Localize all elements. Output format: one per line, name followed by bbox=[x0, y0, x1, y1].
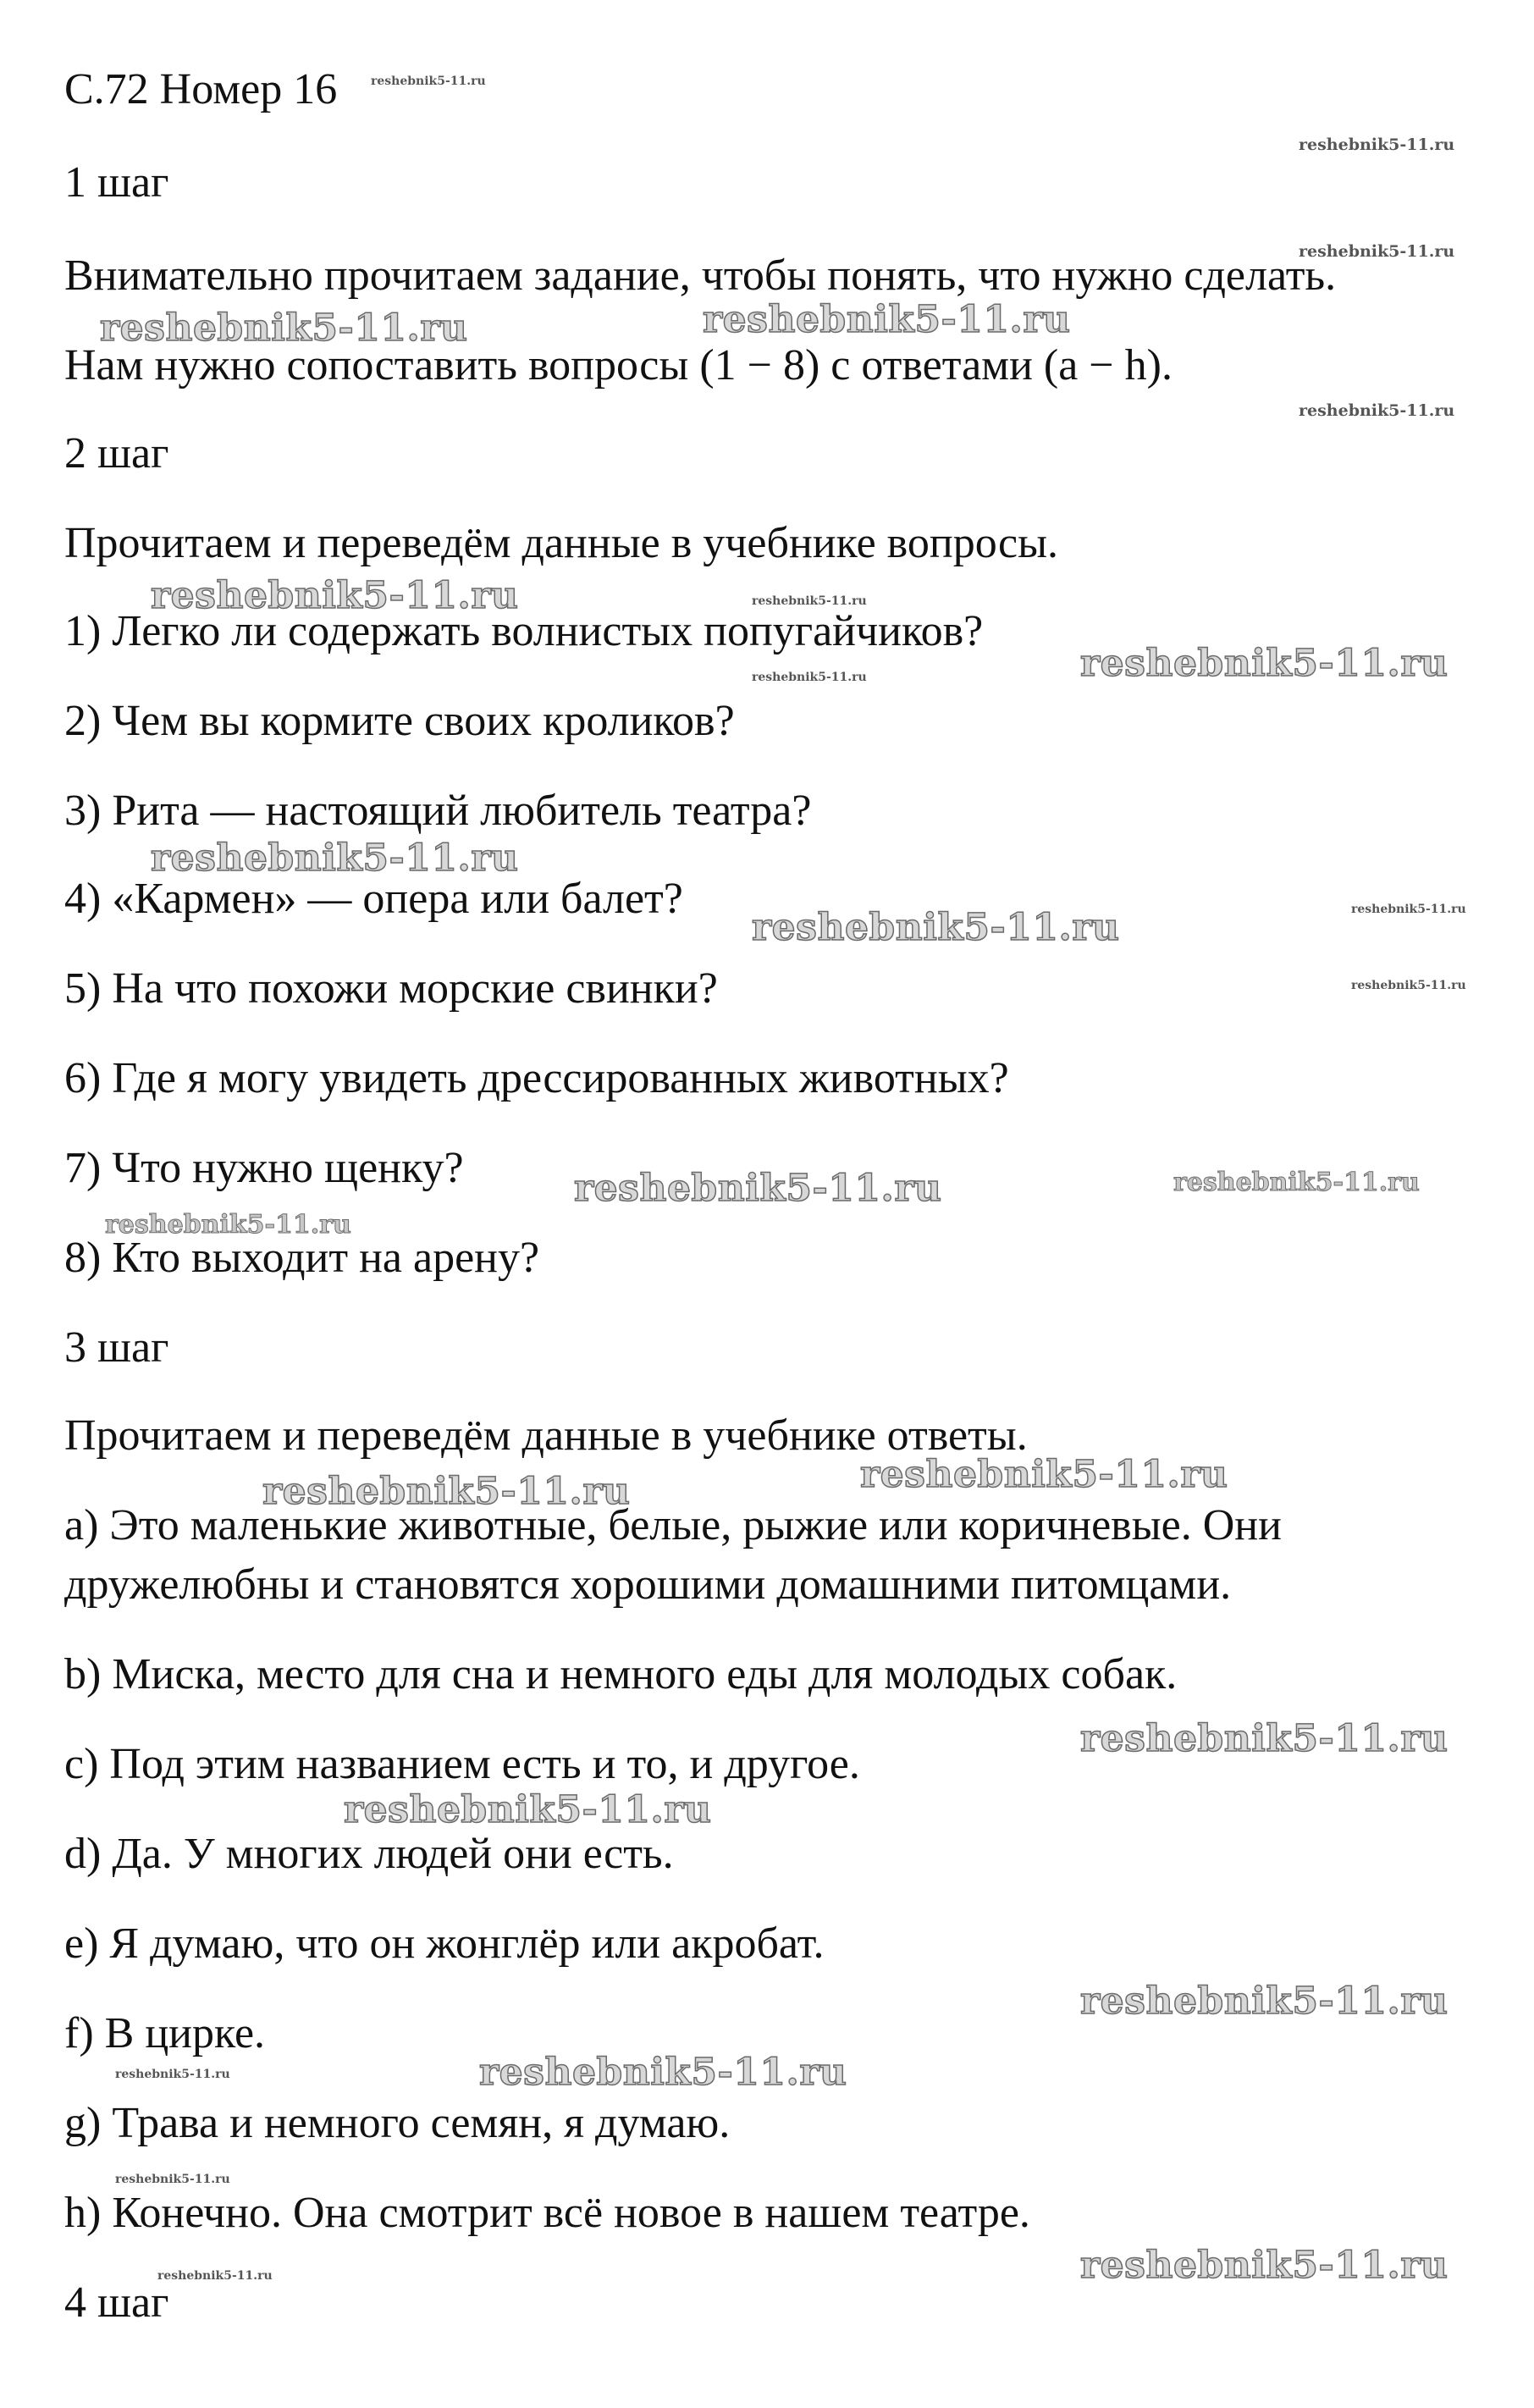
answer-b: b) Миска, место для сна и немного еды для молодых собак. bbox=[64, 1650, 1178, 1698]
watermark: reshebnik5-11.ru bbox=[151, 837, 519, 880]
question-2: 2) Чем вы кормите своих кроликов? bbox=[64, 697, 735, 745]
question-8: 8) Кто выходит на арену? bbox=[64, 1234, 540, 1282]
watermark: reshebnik5-11.ru bbox=[262, 1470, 631, 1513]
watermark: reshebnik5-11.ru bbox=[157, 2269, 273, 2283]
question-3: 3) Рита — настоящий любитель театра? bbox=[64, 787, 812, 835]
watermark: reshebnik5-11.ru bbox=[1299, 401, 1455, 420]
watermark: reshebnik5-11.ru bbox=[115, 2173, 230, 2186]
question-7: 7) Что нужно щенку? bbox=[64, 1144, 464, 1192]
step-2-title: 2 шаг bbox=[64, 429, 169, 478]
watermark: reshebnik5-11.ru bbox=[371, 75, 486, 88]
question-1: 1) Легко ли содержать волнистых попугайчиков? bbox=[64, 607, 984, 655]
watermark: reshebnik5-11.ru bbox=[105, 1210, 351, 1240]
watermark: reshebnik5-11.ru bbox=[752, 594, 867, 608]
answer-e: e) Я думаю, что он жонглёр или акробат. bbox=[64, 1919, 825, 1968]
step-1-text-line-2: Нам нужно сопоставить вопросы (1 − 8) с ответами (a − h). bbox=[64, 341, 1173, 389]
question-5: 5) На что похожи морские свинки? bbox=[64, 964, 718, 1013]
watermark: reshebnik5-11.ru bbox=[151, 574, 519, 617]
answer-d: d) Да. У многих людей они есть. bbox=[64, 1830, 674, 1878]
question-4: 4) «Кармен» — опера или балет? bbox=[64, 875, 683, 923]
answer-c: c) Под этим названием есть и то, и другое. bbox=[64, 1740, 860, 1788]
answer-g: g) Трава и немного семян, я думаю. bbox=[64, 2099, 731, 2147]
page-header: С.72 Номер 16 bbox=[64, 65, 338, 113]
answer-f: f) В цирке. bbox=[64, 2009, 266, 2057]
step-3-intro: Прочитаем и переведём данные в учебнике ответы. bbox=[64, 1411, 1028, 1460]
step-1-title: 1 шаг bbox=[64, 158, 169, 207]
watermark: reshebnik5-11.ru bbox=[479, 2051, 847, 2094]
watermark: reshebnik5-11.ru bbox=[115, 2068, 230, 2081]
watermark: reshebnik5-11.ru bbox=[1351, 979, 1466, 992]
step-3-title: 3 шаг bbox=[64, 1323, 169, 1372]
answer-h: h) Конечно. Она смотрит всё новое в нашем театре. bbox=[64, 2189, 1030, 2237]
watermark: reshebnik5-11.ru bbox=[752, 671, 867, 684]
watermark: reshebnik5-11.ru bbox=[703, 298, 1071, 341]
watermark: reshebnik5-11.ru bbox=[1080, 2244, 1448, 2287]
answer-a-line-1: a) Это маленькие животные, белые, рыжие или коричневые. Они bbox=[64, 1501, 1282, 1549]
question-6: 6) Где я могу увидеть дрессированных животных? bbox=[64, 1054, 1009, 1102]
watermark: reshebnik5-11.ru bbox=[860, 1453, 1228, 1496]
step-1-text-line-1: Внимательно прочитаем задание, чтобы понять, что нужно сделать. bbox=[64, 251, 1337, 300]
watermark: reshebnik5-11.ru bbox=[344, 1788, 712, 1831]
answer-a-line-2: дружелюбны и становятся хорошими домашними питомцами. bbox=[64, 1560, 1232, 1609]
watermark: reshebnik5-11.ru bbox=[1299, 135, 1455, 154]
step-2-intro: Прочитаем и переведём данные в учебнике вопросы. bbox=[64, 519, 1059, 567]
watermark: reshebnik5-11.ru bbox=[1173, 1168, 1420, 1197]
watermark: reshebnik5-11.ru bbox=[100, 307, 468, 350]
step-4-title: 4 шаг bbox=[64, 2278, 169, 2327]
watermark: reshebnik5-11.ru bbox=[1080, 642, 1448, 685]
watermark: reshebnik5-11.ru bbox=[1299, 242, 1455, 261]
watermark: reshebnik5-11.ru bbox=[1351, 903, 1466, 916]
watermark: reshebnik5-11.ru bbox=[752, 906, 1120, 949]
watermark: reshebnik5-11.ru bbox=[574, 1167, 942, 1210]
watermark: reshebnik5-11.ru bbox=[1080, 1980, 1448, 2023]
watermark: reshebnik5-11.ru bbox=[1080, 1717, 1448, 1760]
